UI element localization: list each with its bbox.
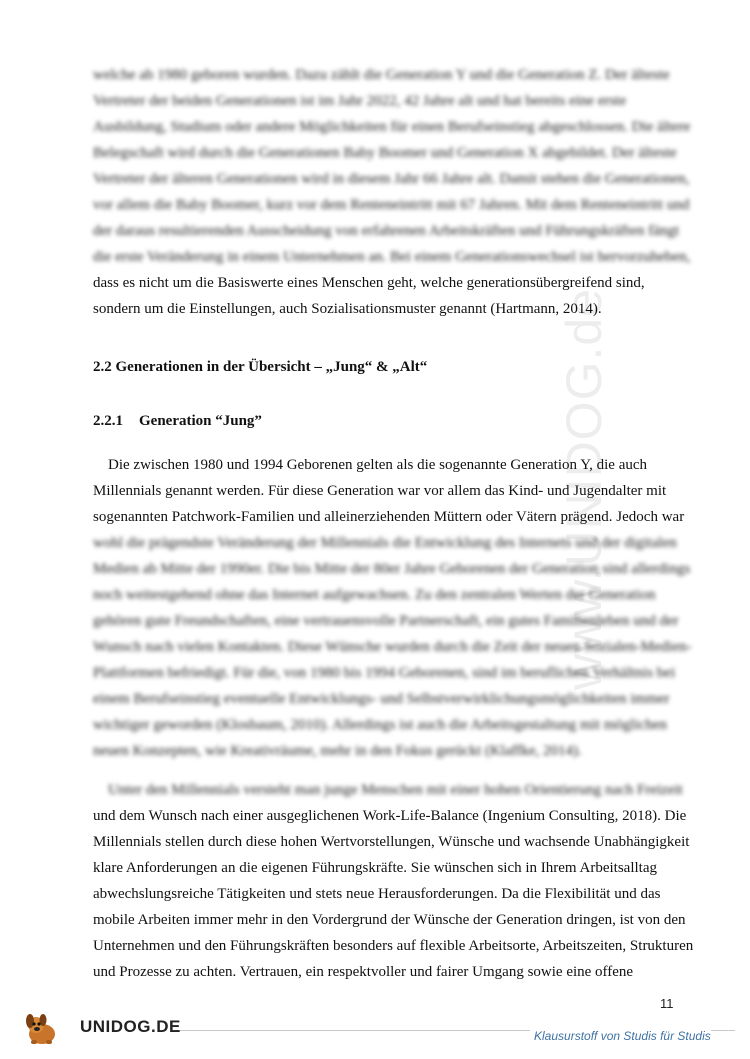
blurred-line: noch weitestgehend ohne das Internet aufgewachsen. Zu den zentralen Werten der Generation [93, 587, 656, 603]
paragraph-1 [93, 62, 691, 322]
text-line: mobile Arbeiten immer mehr in den Vordergrund der Wünsche der Generation dringen, ist von den [93, 912, 686, 928]
subsection-title: Generation “Jung” [139, 413, 262, 429]
blurred-line: wohl die prägendste Veränderung der Millennials die Entwicklung des Internets und der digitalen [93, 535, 677, 551]
blurred-line: wichtiger geworden (Klosbaum, 2010). Allerdings ist auch die Arbeitsgestaltung mit möglichen [93, 717, 668, 733]
section-heading-2-2: 2.2 Generationen in der Übersicht – „Jung“ & „Alt“ [93, 359, 428, 375]
text-line: und dem Wunsch nach einer ausgeglichenen Work-Life-Balance (Ingenium Consulting, 2018). Die [93, 808, 687, 824]
logo-text: UNIDOG.DE [80, 1017, 181, 1036]
blurred-line: Vertreter der älteren Generationen wird in diesem Jahr 66 Jahre alt. Damit stehen die Generationen, [93, 171, 690, 187]
blurred-line: die erste Veränderung in einem Unternehmen an. Bei einem Generationswechsel ist hervorzuheben, [93, 249, 691, 265]
blurred-line: der daraus resultierenden Ausscheidung von erfahrenen Arbeitskräften und Führungskräften fängt [93, 223, 680, 239]
text-line: sondern um die Einstellungen, auch Sozialisationsmuster genannt (Hartmann, 2014). [93, 301, 602, 317]
text-line: sogenannten Patchwork-Familien und alleinerziehenden Müttern oder Vätern prägend. Jedoch war [93, 509, 685, 525]
blurred-line: Ausbildung, Studium oder andere Möglichkeiten für einen Berufseinstieg abgeschlossen. Die ältere [93, 119, 691, 135]
text-line: abwechslungsreiche Tätigkeiten und stets neue Herausforderungen. Da die Flexibilität und das [93, 886, 661, 902]
text-line: und Prozesse zu achten. Vertrauen, ein respektvoller und fairer Umgang sowie eine offene [93, 964, 634, 980]
subsection-heading-2-2-1 [93, 413, 262, 430]
dog-mascot-icon [22, 1012, 62, 1046]
footer-tagline: Klausurstoff von Studis für Studis [530, 1029, 711, 1043]
blurred-line: einem Berufseinstieg eventuelle Entwicklungs- und Selbstverwirklichungsmöglichkeiten immer [93, 691, 670, 707]
blurred-line: Vertreter der beiden Generationen ist im Jahr 2022, 42 Jahre alt und hat bereits eine erste [93, 93, 627, 109]
blurred-line: welche ab 1980 geboren wurden. Dazu zählt die Generation Y und die Generation Z. Der älteste [93, 67, 670, 83]
text-line: Unternehmen und den Führungskräften besonders auf flexible Arbeitsorte, Arbeitszeiten, Strukturen [93, 938, 694, 954]
text-line: dass es nicht um die Basiswerte eines Menschen geht, welche generationsübergreifend sind, [93, 275, 645, 291]
blurred-line: Belegschaft wird durch die Generationen Baby Boomer und Generation X abgebildet. Der älteste [93, 145, 677, 161]
blurred-line: gehören gute Freundschaften, eine vertrauensvolle Partnerschaft, ein gutes Familienleben und der [93, 613, 679, 629]
blurred-line: Unter den Millennials versteht man junge Menschen mit einer hohen Orientierung nach Freizeit [93, 782, 683, 798]
text-line: Die zwischen 1980 und 1994 Geborenen gelten als die sogenannte Generation Y, die auch [93, 457, 648, 473]
subsection-number: 2.2.1 [93, 413, 123, 429]
blurred-line: Medien ab Mitte der 1990er. Die bis Mitte der 80er Jahre Geborenen der Generation sind allerdings [93, 561, 691, 577]
blurred-line: Plattformen befriedigt. Für die, von 1980 bis 1994 Geborenen, sind im beruflichen Verhältnis bei [93, 665, 676, 681]
blurred-line: vor allem die Baby Boomer, kurz vor dem Renteneintritt mit 67 Jahren. Mit dem Renteneintritt und [93, 197, 690, 213]
paragraph-2 [93, 452, 692, 764]
paragraph-3 [93, 777, 694, 985]
unidog-logo[interactable] [22, 1012, 181, 1046]
blurred-line: neuen Konzepten, wie Kreativräume, mehr in den Fokus gerückt (Klaffke, 2014). [93, 743, 582, 759]
blurred-line: Wunsch nach vielen Kontakten. Diese Wünsche wurden durch die Zeit der neuen Sozialen-Medien- [93, 639, 692, 655]
text-line: klare Anforderungen an die eigenen Führungskräfte. Sie wünschen sich in Ihrem Arbeitsalltag [93, 860, 658, 876]
watermark: www.UNIDOG.de [556, 288, 612, 690]
page-number: 11 [660, 996, 674, 1011]
text-line: Millennials stellen durch diese hohen Wertvorstellungen, Wünsche und wachsende Unabhängigkeit [93, 834, 690, 850]
text-line: Millennials genannt werden. Für diese Generation war vor allem das Kind- und Jugendalter mit [93, 483, 667, 499]
